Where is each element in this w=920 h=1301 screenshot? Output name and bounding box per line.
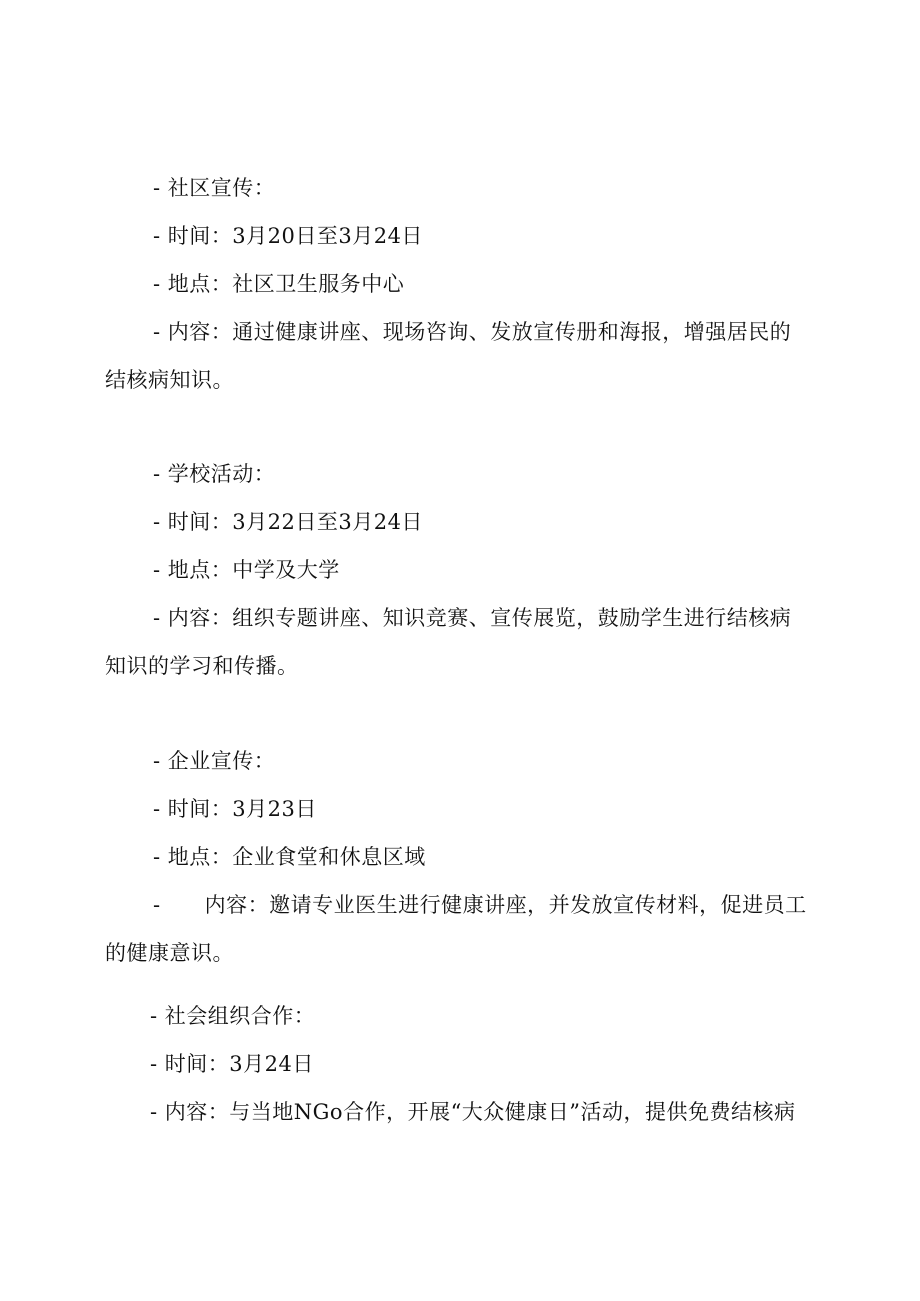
section-school-content-line1: - 内容：组织专题讲座、知识竞赛、宣传展览，鼓励学生进行结核病	[153, 606, 792, 630]
section-school-title: - 学校活动：	[153, 462, 276, 486]
section-ngo-time: - 时间：3月24日	[150, 1052, 314, 1076]
section-community-content-line2: 结核病知识。	[105, 368, 234, 392]
section-community-content-line1: - 内容：通过健康讲座、现场咨询、发放宣传册和海报，增强居民的	[153, 320, 792, 344]
section-school-place: - 地点：中学及大学	[153, 558, 340, 582]
section-community-title: - 社区宣传：	[153, 176, 276, 200]
section-enterprise-place: - 地点：企业食堂和休息区域	[153, 845, 426, 869]
section-enterprise-time: - 时间：3月23日	[153, 797, 317, 821]
section-ngo-title: - 社会组织合作：	[150, 1004, 316, 1028]
section-enterprise-content-line1	[153, 891, 807, 919]
section-enterprise-content-line2: 的健康意识。	[105, 941, 234, 965]
section-community-place: - 地点：社区卫生服务中心	[153, 272, 405, 296]
section-enterprise-content-dash: -	[153, 893, 161, 917]
section-ngo-content-line1: - 内容：与当地NGo合作，开展“大众健康日”活动，提供免费结核病	[150, 1100, 796, 1124]
section-school-content-line2: 知识的学习和传播。	[105, 654, 299, 678]
section-community-time: - 时间：3月20日至3月24日	[153, 224, 423, 248]
section-school-time: - 时间：3月22日至3月24日	[153, 510, 423, 534]
section-enterprise-content-text: 内容：邀请专业医生进行健康讲座，并发放宣传材料，促进员工	[204, 893, 807, 917]
section-enterprise-title: - 企业宣传：	[153, 749, 276, 773]
